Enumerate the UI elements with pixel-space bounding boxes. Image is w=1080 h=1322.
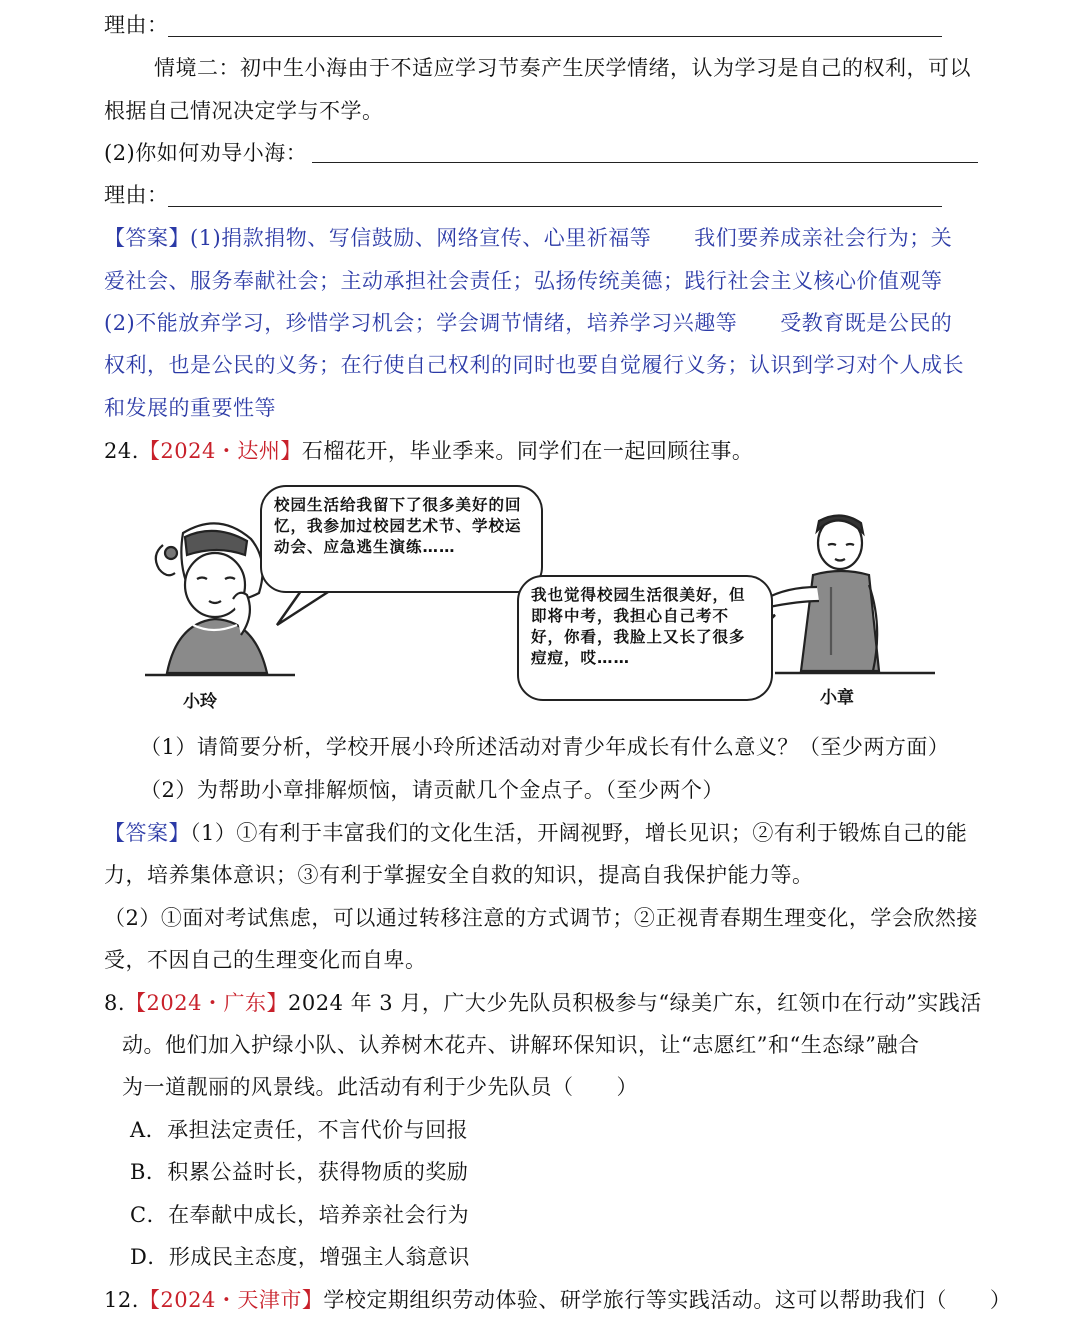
question-stem (104, 436, 753, 466)
answer-line: （2）①面对考试焦虑，可以通过转移注意的方式调节；②正视青春期生理变化，学会欣然接 (104, 906, 978, 930)
answer-tag: 【答案】 (104, 821, 190, 845)
comic-illustration (145, 475, 935, 715)
option-b[interactable]: B．积累公益时长，获得物质的奖励 (130, 1160, 469, 1184)
answer-line: (2)不能放弃学习，珍惜学习机会；学会调节情绪，培养学习兴趣等 受教育既是公民的 (104, 311, 953, 335)
answer-tag: 【答案】 (104, 226, 190, 250)
answer-blank[interactable] (168, 206, 942, 207)
question-number: 24. (104, 439, 139, 463)
answer-line: 爱社会、服务奉献社会；主动承担社会责任；弘扬传统美德；践行社会主义核心价值观等 (104, 269, 943, 293)
question-number: 8. (104, 991, 126, 1015)
question-label: (2)你如何劝导小海： (104, 141, 308, 165)
sub-question: （1）请简要分析，学校开展小玲所述活动对青少年成长有什么意义？（至少两方面） (140, 735, 950, 759)
question-text: 石榴花开，毕业季来。同学们在一起回顾往事。 (301, 439, 754, 463)
answer-text: （1）①有利于丰富我们的文化生活，开阔视野，增长见识；②有利于锻炼自己的能 (190, 821, 968, 845)
scenario-text: 根据自己情况决定学与不学。 (104, 99, 384, 123)
option-d[interactable]: D．形成民主态度，增强主人翁意识 (130, 1245, 470, 1269)
question-text: 动。他们加入护绿小队、认养树木花卉、讲解环保知识，让“志愿红”和“生态绿”融合 (122, 1033, 920, 1057)
question-stem (104, 1285, 1011, 1315)
option-a[interactable]: A．承担法定责任，不言代价与回报 (130, 1118, 469, 1142)
speech-bubble-girl: 校园生活给我留下了很多美好的回忆，我参加过校园艺术节、学校运动会、应急逃生演练…… (260, 485, 543, 593)
caption-boy: 小章 (820, 688, 854, 708)
answer-line: 权利，也是公民的义务；在行使自己权利的同时也要自觉履行义务；认识到学习对个人成长 (104, 353, 964, 377)
question-source: 【2024・达州】 (138, 439, 302, 463)
option-c[interactable]: C．在奉献中成长，培养亲社会行为 (130, 1203, 470, 1227)
question-text: 学校定期组织劳动体验、研学旅行等实践活动。这可以帮助我们（ ） (323, 1288, 1012, 1312)
question-source: 【2024・广东】 (125, 991, 288, 1015)
question-source: 【2024・天津市】 (138, 1288, 324, 1312)
question-number: 12. (104, 1288, 139, 1312)
question-stem (104, 988, 982, 1018)
speech-bubble-boy: 我也觉得校园生活很美好，但即将中考，我担心自己考不好，你看，我脸上又长了很多痘痘，哎…… (517, 575, 773, 701)
scenario-text: 情境二：初中生小海由于不适应学习节奏产生厌学情绪，认为学习是自己的权利，可以 (154, 56, 971, 80)
answer-line: 力，培养集体意识；③有利于掌握安全自救的知识，提高自我保护能力等。 (104, 863, 814, 887)
answer-line: 和发展的重要性等 (104, 396, 276, 420)
girl-figure (156, 523, 267, 673)
answer-line: 受，不因自己的生理变化而自卑。 (104, 948, 427, 972)
sub-question: （2）为帮助小章排解烦恼，请贡献几个金点子。（至少两个） (140, 778, 724, 802)
answer-line (104, 223, 952, 253)
question-text: 为一道靓丽的风景线。此活动有利于少先队员（ ） (122, 1075, 638, 1099)
reason-label: 理由： (104, 183, 169, 207)
answer-line (104, 818, 967, 848)
reason-label: 理由： (104, 13, 169, 37)
caption-girl: 小玲 (183, 692, 217, 712)
answer-text: (1)捐款捐物、写信鼓励、网络宣传、心里祈福等 我们要养成亲社会行为；关 (190, 226, 953, 250)
boy-figure (764, 515, 879, 671)
answer-blank[interactable] (168, 36, 942, 37)
answer-blank[interactable] (312, 162, 978, 163)
question-text: 2024 年 3 月，广大少先队员积极参与“绿美广东，红领巾在行动”实践活 (288, 991, 982, 1015)
